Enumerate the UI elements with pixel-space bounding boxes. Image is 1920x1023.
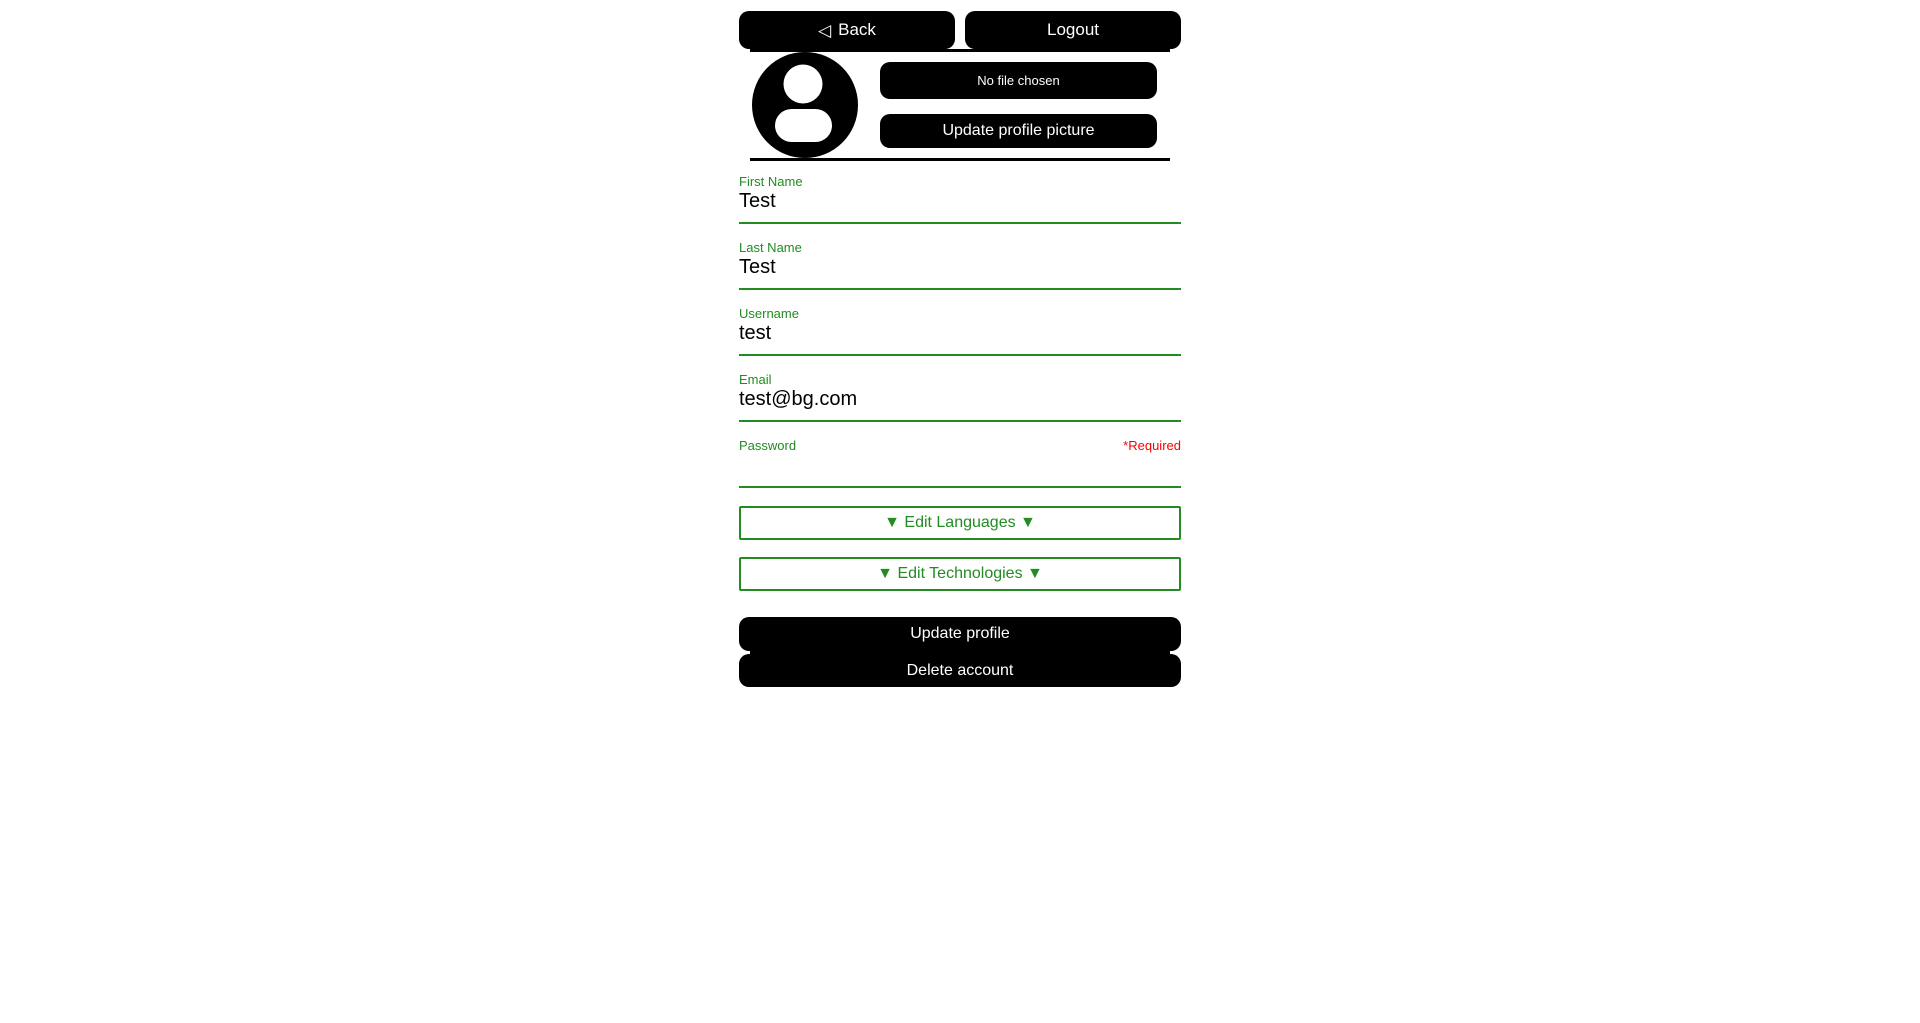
edit-technologies-button[interactable]: ▼ Edit Technologies ▼: [739, 557, 1181, 591]
username-input[interactable]: [739, 321, 1181, 356]
profile-page: [739, 11, 1181, 687]
delete-account-button[interactable]: Delete account: [739, 654, 1181, 687]
field-password: [739, 438, 1181, 488]
field-first-name: [739, 174, 1181, 224]
profile-picture-section: [739, 52, 1181, 158]
first-name-label: First Name: [739, 174, 803, 189]
picture-buttons: [880, 62, 1157, 148]
update-profile-button[interactable]: Update profile: [739, 617, 1181, 651]
password-input[interactable]: [739, 453, 1181, 488]
last-name-input[interactable]: [739, 255, 1181, 290]
last-name-label: Last Name: [739, 240, 802, 255]
file-input-button[interactable]: No file chosen: [880, 62, 1157, 99]
password-label: Password: [739, 438, 797, 453]
logout-button-label: Logout: [1047, 20, 1099, 39]
first-name-input[interactable]: [739, 189, 1181, 224]
field-email: [739, 372, 1181, 422]
edit-languages-button[interactable]: ▼ Edit Languages ▼: [739, 506, 1181, 540]
username-label: Username: [739, 306, 799, 321]
field-last-name: [739, 240, 1181, 290]
divider: [750, 158, 1170, 161]
email-input[interactable]: [739, 387, 1181, 422]
password-required-note: *Required: [1123, 438, 1181, 453]
logout-button[interactable]: [965, 11, 1181, 49]
avatar-icon: [752, 52, 858, 158]
back-button-label: Back: [838, 20, 876, 39]
field-username: [739, 306, 1181, 356]
update-picture-button[interactable]: Update profile picture: [880, 114, 1157, 148]
back-arrow-icon: ◁: [818, 20, 832, 40]
profile-form: [739, 174, 1181, 651]
topbar: [739, 11, 1181, 49]
back-button[interactable]: [739, 11, 955, 49]
email-label: Email: [739, 372, 772, 387]
